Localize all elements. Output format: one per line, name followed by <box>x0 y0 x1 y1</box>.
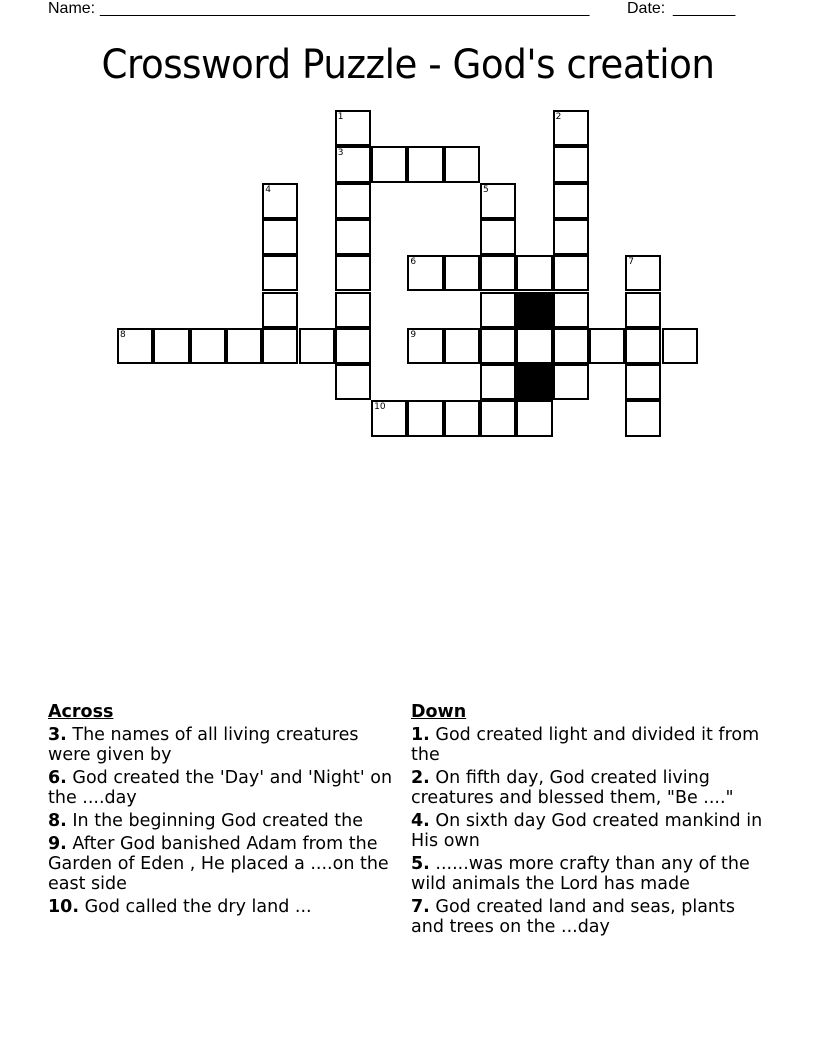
grid-cell[interactable] <box>335 146 371 182</box>
grid-cell[interactable] <box>516 400 552 436</box>
across-clue-list <box>48 725 393 917</box>
clue-number: 9 <box>410 329 417 340</box>
grid-cell[interactable] <box>444 146 480 182</box>
grid-cell[interactable] <box>553 255 589 291</box>
header-line <box>48 0 748 20</box>
date-field[interactable]: _______ <box>673 0 736 17</box>
across-heading: Across <box>48 702 114 722</box>
clue-number: 6 <box>410 257 417 268</box>
clue-text: The names of all living creatures were given by <box>48 725 359 765</box>
clue-number: 6. <box>48 768 67 788</box>
grid-cell[interactable] <box>553 183 589 219</box>
clue-text: In the beginning God created the <box>66 811 364 831</box>
across-clues <box>48 702 393 920</box>
grid-cell[interactable] <box>335 328 371 364</box>
grid-cell[interactable] <box>371 400 407 436</box>
grid-cell[interactable] <box>553 364 589 400</box>
grid-cell[interactable] <box>407 146 443 182</box>
grid-cell[interactable] <box>407 400 443 436</box>
clue-number: 9. <box>48 834 67 854</box>
grid-cell[interactable] <box>226 328 262 364</box>
clue-number: 7 <box>628 257 634 268</box>
grid-cell[interactable] <box>480 400 516 436</box>
grid-cell[interactable] <box>335 292 371 328</box>
clue-number: 8 <box>120 329 126 340</box>
clue-number: 10 <box>374 402 386 413</box>
grid-cell[interactable] <box>516 328 552 364</box>
grid-cell[interactable] <box>625 328 661 364</box>
clue-number: 3. <box>48 725 67 745</box>
name-field[interactable]: _______________________________________________________ <box>100 0 590 17</box>
grid-cell[interactable] <box>262 219 298 255</box>
clue-number: 10. <box>48 897 80 917</box>
grid-cell[interactable] <box>480 219 516 255</box>
grid-cell[interactable] <box>589 328 625 364</box>
grid-cell[interactable] <box>444 328 480 364</box>
grid-cell[interactable] <box>299 328 335 364</box>
grid-cell[interactable] <box>444 400 480 436</box>
grid-cell[interactable] <box>480 364 516 400</box>
grid-cell[interactable] <box>335 219 371 255</box>
grid-cell[interactable] <box>117 328 153 364</box>
clue-number: 2. <box>411 768 430 788</box>
name-label: Name: <box>48 0 96 17</box>
clue-number: 4 <box>265 184 271 195</box>
grid-cell[interactable] <box>190 328 226 364</box>
clue-text: God created light and divided it from the <box>411 725 760 765</box>
grid-cell[interactable] <box>662 328 698 364</box>
clue-number: 1. <box>411 725 430 745</box>
clue-text: On fifth day, God created living creatures and blessed them, "Be ...." <box>411 768 734 808</box>
clue-number: 5. <box>411 854 430 874</box>
grid-cell[interactable] <box>480 183 516 219</box>
down-clue-list <box>411 725 766 937</box>
grid-cell[interactable] <box>335 364 371 400</box>
clue-number: 1 <box>337 112 344 122</box>
grid-cell[interactable] <box>407 255 443 291</box>
clue-number: 8. <box>48 811 67 831</box>
clue-text: ......was more crafty than any of the wild animals the Lord has made <box>411 854 750 894</box>
down-clue <box>411 725 766 765</box>
grid-cell[interactable] <box>625 364 661 400</box>
clue-number: 3 <box>337 148 344 159</box>
down-clue <box>411 768 766 808</box>
page-title: Crossword Puzzle - God's creation <box>101 42 715 88</box>
clue-text: God called the dry land ... <box>79 897 312 917</box>
clue-text: After God banished Adam from the Garden of Eden , He placed a ....on the east side <box>48 834 389 894</box>
grid-cell[interactable] <box>444 255 480 291</box>
grid-cell[interactable] <box>553 328 589 364</box>
grid-cell[interactable] <box>262 292 298 328</box>
down-clue <box>411 811 766 851</box>
down-clue <box>411 854 766 894</box>
across-clue <box>48 768 393 808</box>
down-heading: Down <box>411 702 467 722</box>
down-clue <box>411 897 766 937</box>
grid-cell[interactable] <box>335 110 371 146</box>
grid-cell[interactable] <box>625 255 661 291</box>
grid-cell[interactable] <box>553 146 589 182</box>
clue-number: 7. <box>411 897 430 917</box>
clue-number: 4. <box>411 811 430 831</box>
clue-number: 5 <box>483 184 489 195</box>
across-clue <box>48 897 393 917</box>
grid-cell[interactable] <box>407 328 443 364</box>
grid-cell[interactable] <box>335 183 371 219</box>
grid-cell[interactable] <box>625 292 661 328</box>
grid-cell-blocked <box>516 364 552 400</box>
across-clue <box>48 725 393 765</box>
grid-cell[interactable] <box>553 292 589 328</box>
grid-cell[interactable] <box>480 255 516 291</box>
grid-cell[interactable] <box>480 328 516 364</box>
grid-cell[interactable] <box>262 183 298 219</box>
grid-cell[interactable] <box>553 219 589 255</box>
grid-cell[interactable] <box>625 400 661 436</box>
grid-cell[interactable] <box>335 255 371 291</box>
clue-text: God created the 'Day' and 'Night' on the ....day <box>48 768 393 808</box>
down-clues <box>411 702 766 940</box>
across-clue <box>48 834 393 894</box>
grid-cell[interactable] <box>262 328 298 364</box>
crossword-grid <box>117 110 698 437</box>
grid-cell[interactable] <box>371 146 407 182</box>
date-label: Date: <box>627 0 666 17</box>
grid-cell[interactable] <box>153 328 189 364</box>
clue-text: On sixth day God created mankind in His own <box>411 811 763 851</box>
clue-number: 2 <box>555 112 562 122</box>
grid-cell[interactable] <box>262 255 298 291</box>
grid-cell-blocked <box>516 292 552 328</box>
across-clue <box>48 811 393 831</box>
grid-cell[interactable] <box>516 255 552 291</box>
clue-text: God created land and seas, plants and trees on the ...day <box>411 897 736 937</box>
grid-cell[interactable] <box>480 292 516 328</box>
grid-cell[interactable] <box>553 110 589 146</box>
